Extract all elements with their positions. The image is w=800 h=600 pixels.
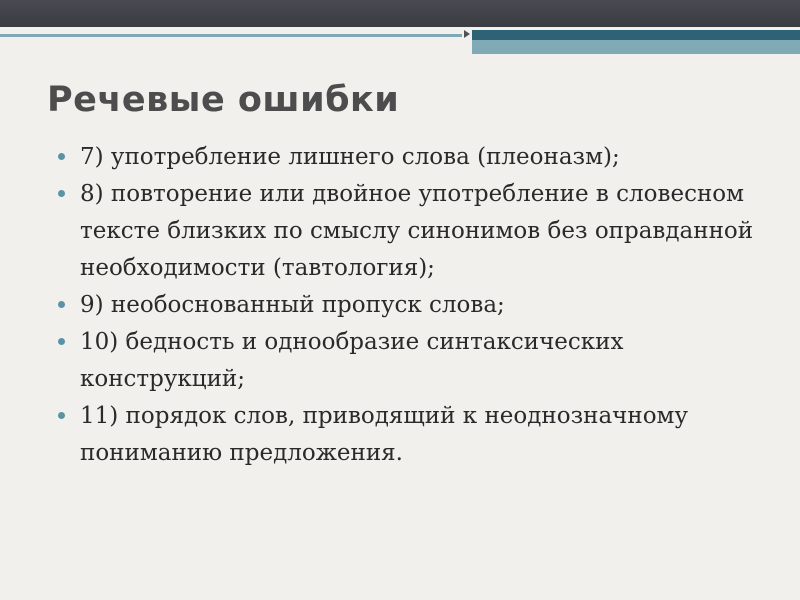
accent-stripe-right-lower [472,40,800,54]
bullet-text: 11) порядок слов, приводящий к неоднозначному пониманию предложения. [80,403,688,466]
bullet-dot-icon [58,153,65,160]
bullet-text: 8) повторение или двойное употребление в словесном тексте близких по смыслу синонимов без оправданной необходимости (тавтология); [80,181,754,281]
bullet-text: 7) употребление лишнего слова (плеоназм); [80,144,620,170]
bullet-text: 10) бедность и однообразие синтаксических конструкций; [80,329,624,392]
bullet-item [58,398,758,472]
bullet-text: 9) необоснованный пропуск слова; [80,292,505,318]
bullet-dot-icon [58,338,65,345]
bullet-dot-icon [58,301,65,308]
bullet-item [58,139,758,176]
bullet-item [58,324,758,398]
accent-stripe-left [0,34,462,37]
bullet-list [58,139,758,472]
bullet-dot-icon [58,412,65,419]
accent-stripe-right [472,30,800,40]
arrow-marker-icon [464,30,470,38]
slide-title: Речевые ошибки [47,80,400,120]
bullet-dot-icon [58,190,65,197]
bullet-item [58,176,758,287]
top-bar [0,0,800,27]
bullet-item [58,287,758,324]
